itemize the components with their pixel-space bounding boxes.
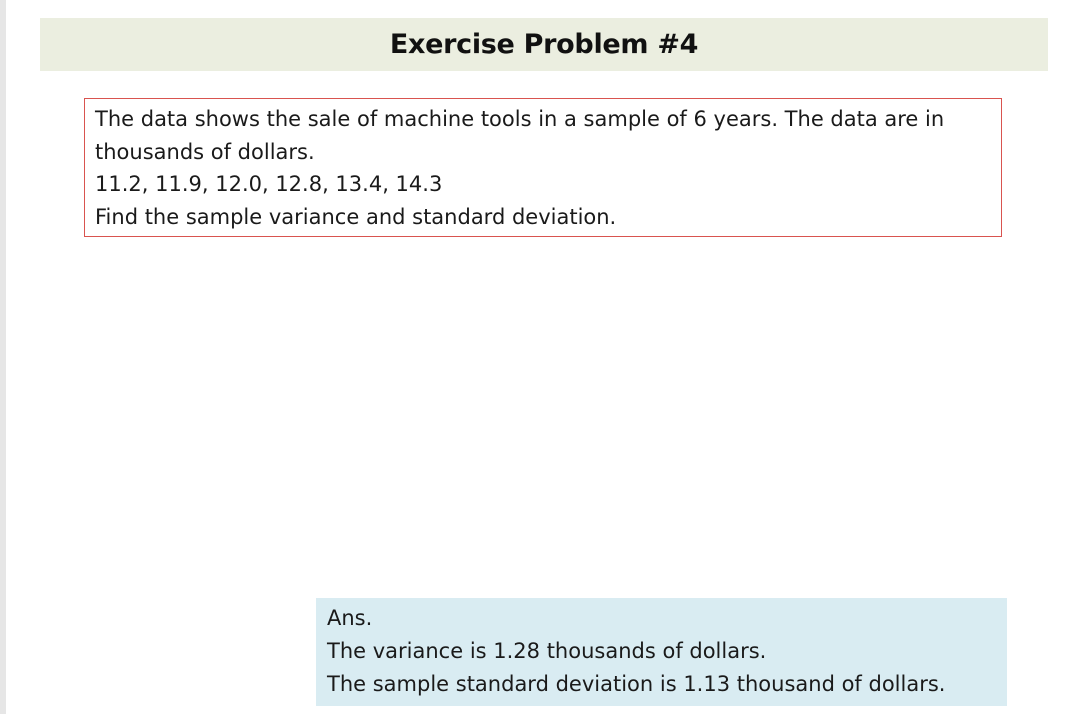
problem-statement-line-2: thousands of dollars. — [95, 139, 315, 164]
answer-box — [316, 598, 1007, 706]
problem-question: Find the sample variance and standard deviation. — [95, 204, 617, 229]
data-values: 11.2, 11.9, 12.0, 12.8, 13.4, 14.3 — [95, 172, 443, 196]
answer-label: Ans. — [327, 606, 373, 630]
answer-std-dev: The sample standard deviation is 1.13 thousand of dollars. — [327, 672, 946, 696]
slide-title: Exercise Problem #4 — [389, 29, 699, 60]
problem-box — [84, 98, 1002, 237]
slide — [6, 0, 1067, 714]
problem-statement-line-1: The data shows the sale of machine tools in a sample of 6 years. The data are in — [95, 107, 945, 131]
title-bar — [40, 18, 1048, 71]
answer-variance: The variance is 1.28 thousands of dollars. — [327, 639, 767, 663]
